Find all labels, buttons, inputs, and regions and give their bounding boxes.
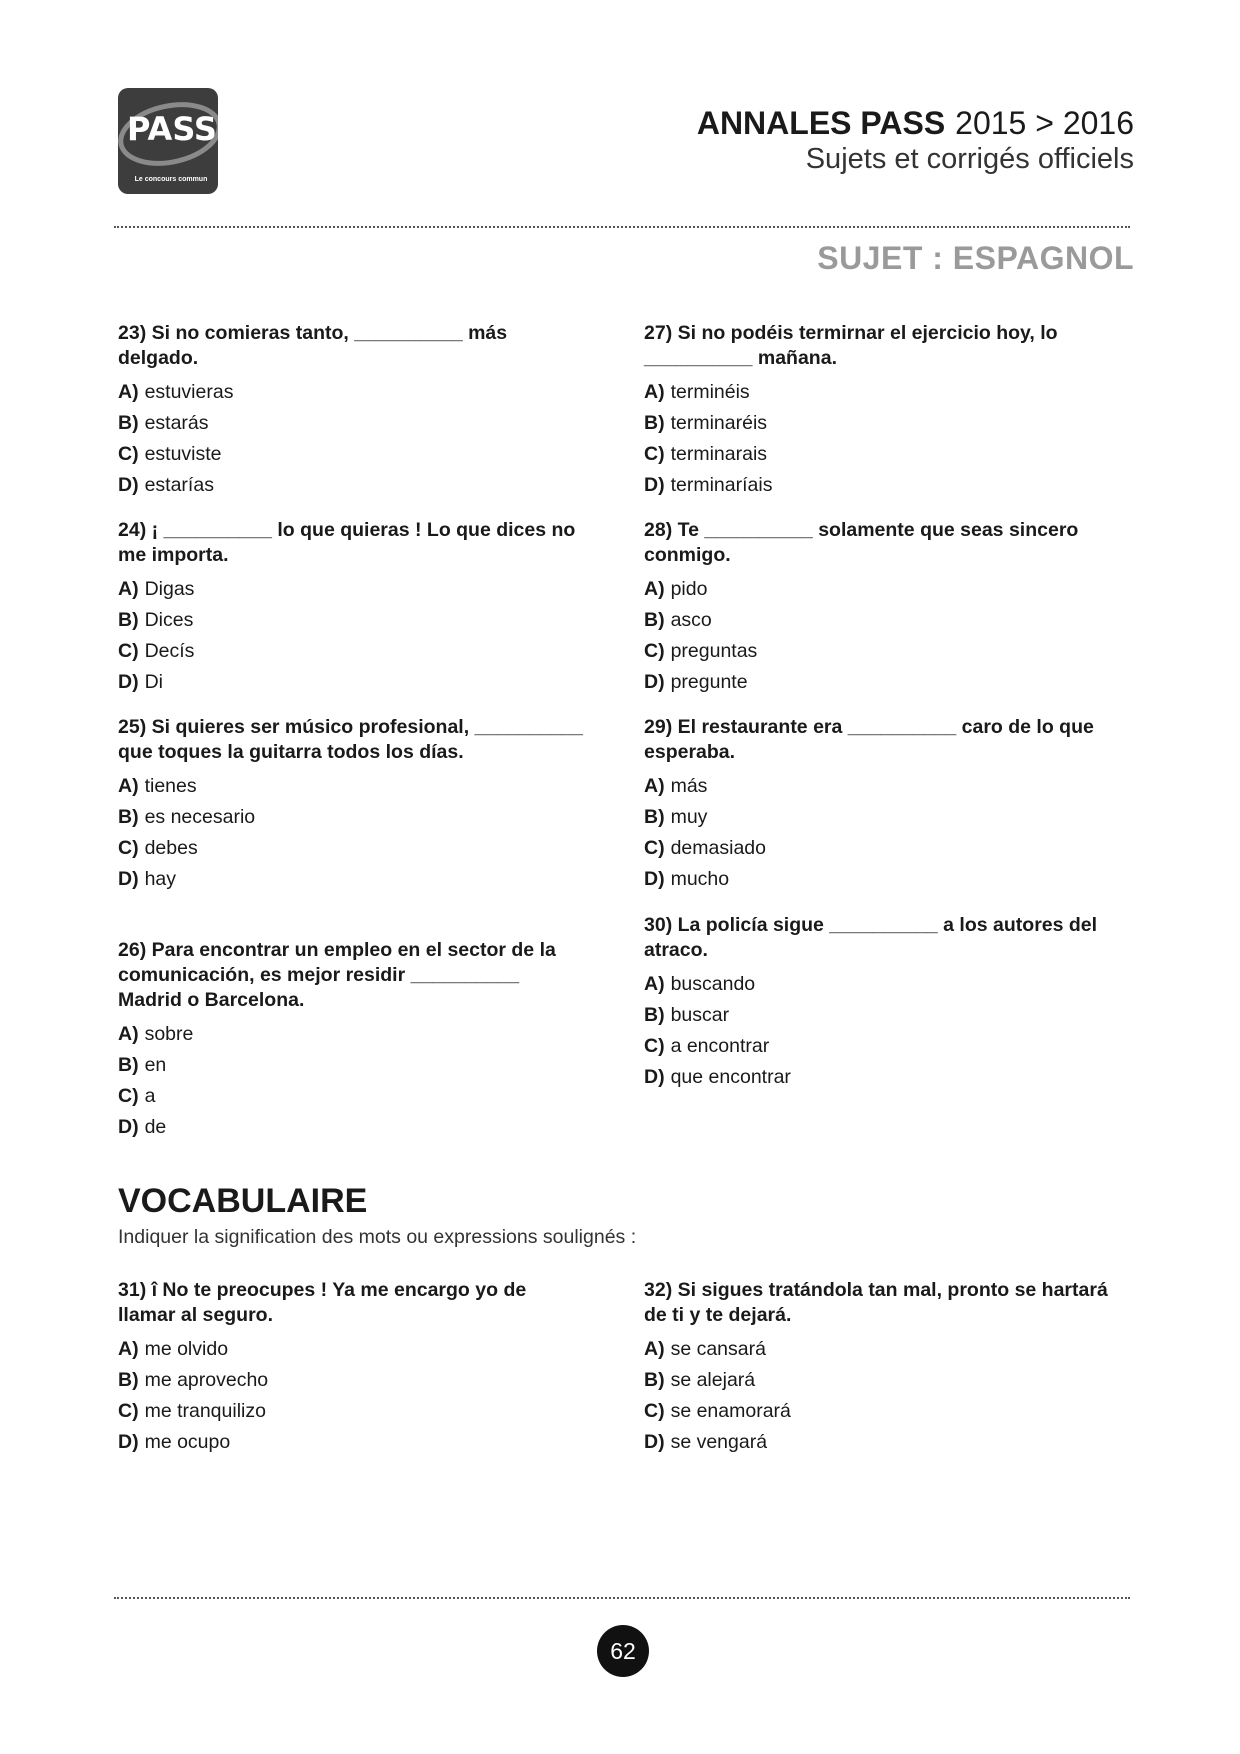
option-d[interactable] xyxy=(644,864,1134,895)
header-years: 2015 > 2016 xyxy=(955,105,1134,141)
option-letter: A) xyxy=(118,775,139,797)
option-letter: C) xyxy=(118,1085,139,1107)
option-text: Digas xyxy=(144,578,195,600)
option-a[interactable] xyxy=(644,771,1134,802)
option-text: mucho xyxy=(670,868,730,890)
question-31 xyxy=(118,1278,588,1458)
option-letter: B) xyxy=(118,1054,139,1076)
header-title-bold: ANNALES PASS xyxy=(696,105,946,141)
option-letter: A) xyxy=(644,578,665,600)
option-c[interactable] xyxy=(118,1396,588,1427)
option-a[interactable] xyxy=(644,377,1134,408)
option-text: Decís xyxy=(144,640,195,662)
option-text: terminéis xyxy=(670,381,750,403)
option-text: se vengará xyxy=(670,1431,768,1453)
option-text: que encontrar xyxy=(670,1066,791,1088)
option-letter: D) xyxy=(644,474,665,496)
option-text: me aprovecho xyxy=(144,1369,269,1391)
option-d[interactable] xyxy=(644,667,1134,698)
option-letter: D) xyxy=(118,474,139,496)
option-letter: D) xyxy=(118,1431,139,1453)
option-letter: A) xyxy=(118,1338,139,1360)
question-27 xyxy=(644,321,1134,501)
option-text: estuvieras xyxy=(144,381,234,403)
option-text: Dices xyxy=(144,609,194,631)
option-text: de xyxy=(144,1116,167,1138)
option-letter: B) xyxy=(118,609,139,631)
header-subtitle: Sujets et corrigés officiels xyxy=(805,143,1134,175)
option-letter: C) xyxy=(644,443,665,465)
option-text: me olvido xyxy=(144,1338,229,1360)
option-a[interactable] xyxy=(644,574,1134,605)
option-b[interactable] xyxy=(118,802,588,833)
question-stem: 23) Si no comieras tanto, __________ más delgado. xyxy=(118,322,508,369)
option-letter: D) xyxy=(118,671,139,693)
option-letter: B) xyxy=(644,609,665,631)
option-text: debes xyxy=(144,837,198,859)
question-29 xyxy=(644,715,1134,895)
question-25 xyxy=(118,715,588,895)
option-d[interactable] xyxy=(644,1427,1134,1458)
option-c[interactable] xyxy=(644,1031,1134,1062)
question-32 xyxy=(644,1278,1134,1458)
option-d[interactable] xyxy=(118,667,588,698)
option-text: tienes xyxy=(144,775,197,797)
option-d[interactable] xyxy=(644,470,1134,501)
option-text: se alejará xyxy=(670,1369,756,1391)
subject-title: SUJET : ESPAGNOL xyxy=(817,240,1134,276)
option-c[interactable] xyxy=(644,636,1134,667)
option-letter: D) xyxy=(644,868,665,890)
option-letter: A) xyxy=(644,381,665,403)
vocabulary-title: VOCABULAIRE xyxy=(118,1182,368,1220)
option-a[interactable] xyxy=(118,574,588,605)
option-text: preguntas xyxy=(670,640,758,662)
question-stem: 27) Si no podéis termirnar el ejercicio hoy, lo __________ mañana. xyxy=(644,322,1058,369)
question-26 xyxy=(118,938,588,1143)
option-b[interactable] xyxy=(118,1365,588,1396)
option-letter: B) xyxy=(644,806,665,828)
question-stem: 31) î No te preocupes ! Ya me encargo yo de llamar al seguro. xyxy=(118,1279,527,1326)
header-divider xyxy=(114,226,1130,228)
option-a[interactable] xyxy=(644,1334,1134,1365)
pass-logo xyxy=(118,88,218,194)
option-d[interactable] xyxy=(118,1112,588,1143)
option-c[interactable] xyxy=(644,1396,1134,1427)
option-text: terminaríais xyxy=(670,474,773,496)
option-b[interactable] xyxy=(118,605,588,636)
option-text: a xyxy=(144,1085,156,1107)
option-text: Di xyxy=(144,671,163,693)
option-text: es necesario xyxy=(144,806,256,828)
option-letter: C) xyxy=(644,1035,665,1057)
option-letter: D) xyxy=(118,1116,139,1138)
option-letter: B) xyxy=(644,1004,665,1026)
question-23 xyxy=(118,321,588,501)
option-a[interactable] xyxy=(118,1019,588,1050)
option-letter: C) xyxy=(118,640,139,662)
option-a[interactable] xyxy=(118,377,588,408)
option-d[interactable] xyxy=(118,470,588,501)
option-letter: A) xyxy=(118,381,139,403)
option-letter: B) xyxy=(118,1369,139,1391)
option-text: terminaréis xyxy=(670,412,768,434)
option-d[interactable] xyxy=(118,864,588,895)
option-b[interactable] xyxy=(118,408,588,439)
option-text: estuviste xyxy=(144,443,222,465)
option-a[interactable] xyxy=(644,969,1134,1000)
option-c[interactable] xyxy=(118,1081,588,1112)
option-b[interactable] xyxy=(644,1000,1134,1031)
option-text: estarás xyxy=(144,412,209,434)
question-stem: 25) Si quieres ser músico profesional, __________ que toques la guitarra todos los días. xyxy=(118,716,583,763)
option-letter: D) xyxy=(644,1066,665,1088)
vocabulary-instruction: Indiquer la signification des mots ou expressions soulignés : xyxy=(118,1226,637,1248)
option-c[interactable] xyxy=(118,636,588,667)
question-stem: 29) El restaurante era __________ caro de lo que esperaba. xyxy=(644,716,1094,763)
option-text: pregunte xyxy=(670,671,748,693)
option-text: muy xyxy=(670,806,708,828)
option-text: sobre xyxy=(144,1023,194,1045)
option-letter: C) xyxy=(644,640,665,662)
option-letter: C) xyxy=(118,837,139,859)
option-letter: A) xyxy=(118,1023,139,1045)
option-b[interactable] xyxy=(644,605,1134,636)
option-letter: B) xyxy=(644,412,665,434)
option-text: pido xyxy=(670,578,708,600)
option-text: a encontrar xyxy=(670,1035,770,1057)
option-text: se enamorará xyxy=(670,1400,791,1422)
option-text: hay xyxy=(144,868,177,890)
question-24 xyxy=(118,518,588,698)
logo-tagline: Le concours commun xyxy=(134,176,208,183)
option-text: me tranquilizo xyxy=(144,1400,266,1422)
question-28 xyxy=(644,518,1134,698)
option-a[interactable] xyxy=(118,771,588,802)
option-letter: D) xyxy=(644,671,665,693)
footer-divider xyxy=(114,1597,1130,1599)
option-text: más xyxy=(670,775,708,797)
option-text: terminarais xyxy=(670,443,768,465)
option-d[interactable] xyxy=(644,1062,1134,1093)
option-letter: A) xyxy=(118,578,139,600)
option-letter: B) xyxy=(118,412,139,434)
vocab-left-column xyxy=(118,1278,588,1458)
option-letter: D) xyxy=(118,868,139,890)
option-b[interactable] xyxy=(644,802,1134,833)
option-letter: A) xyxy=(644,1338,665,1360)
vocab-right-column xyxy=(644,1278,1134,1458)
option-b[interactable] xyxy=(644,408,1134,439)
option-letter: C) xyxy=(118,443,139,465)
question-stem: 24) ¡ __________ lo que quieras ! Lo que dices no me importa. xyxy=(118,519,576,566)
option-letter: C) xyxy=(644,1400,665,1422)
logo-text: PASS xyxy=(127,110,217,148)
header xyxy=(697,104,1134,176)
option-letter: C) xyxy=(644,837,665,859)
option-letter: A) xyxy=(644,775,665,797)
option-c[interactable] xyxy=(644,439,1134,470)
option-c[interactable] xyxy=(118,439,588,470)
option-letter: B) xyxy=(644,1369,665,1391)
option-text: en xyxy=(144,1054,167,1076)
option-letter: C) xyxy=(118,1400,139,1422)
option-text: demasiado xyxy=(670,837,766,859)
question-stem: 30) La policía sigue __________ a los autores del atraco. xyxy=(644,914,1098,961)
option-text: asco xyxy=(670,609,712,631)
option-c[interactable] xyxy=(644,833,1134,864)
option-text: se cansará xyxy=(670,1338,766,1360)
option-c[interactable] xyxy=(118,833,588,864)
option-b[interactable] xyxy=(118,1050,588,1081)
option-letter: A) xyxy=(644,973,665,995)
option-text: buscar xyxy=(670,1004,730,1026)
option-d[interactable] xyxy=(118,1427,588,1458)
option-text: me ocupo xyxy=(144,1431,231,1453)
option-a[interactable] xyxy=(118,1334,588,1365)
option-letter: B) xyxy=(118,806,139,828)
option-text: estarías xyxy=(144,474,214,496)
page-number: 62 xyxy=(597,1625,649,1677)
question-30 xyxy=(644,913,1134,1093)
question-stem: 26) Para encontrar un empleo en el sector de la comunicación, es mejor residir __________ Madrid o Barcelona. xyxy=(118,939,556,1011)
option-letter: D) xyxy=(644,1431,665,1453)
header-title xyxy=(697,104,1134,142)
option-text: buscando xyxy=(670,973,756,995)
option-b[interactable] xyxy=(644,1365,1134,1396)
question-stem: 28) Te __________ solamente que seas sincero conmigo. xyxy=(644,519,1079,566)
question-stem: 32) Si sigues tratándola tan mal, pronto se hartará de ti y te dejará. xyxy=(644,1279,1108,1326)
